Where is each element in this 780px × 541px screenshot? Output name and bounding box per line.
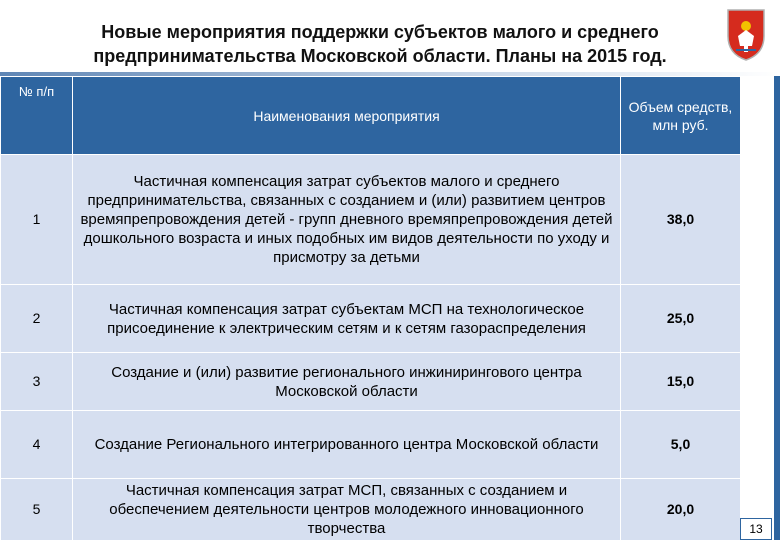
table-row <box>1 353 741 411</box>
table-header-row <box>1 77 741 155</box>
slide-title: Новые мероприятия поддержки субъектов малого и среднего предпринимательства Московской области. Планы на 2015 год. <box>93 22 667 66</box>
row-num: 5 <box>1 479 73 541</box>
row-num: 4 <box>1 411 73 479</box>
header-amount: Объем средств, млн руб. <box>621 77 741 155</box>
header-num: № п/п <box>1 77 73 155</box>
moscow-oblast-coat-of-arms-icon <box>724 6 768 62</box>
table-row <box>1 411 741 479</box>
row-name: Создание Регионального интегрированного центра Московской области <box>73 411 621 479</box>
row-name: Частичная компенсация затрат МСП, связанных с созданием и обеспечением деятельности центров молодежного инновационного творчества <box>73 479 621 541</box>
row-num: 3 <box>1 353 73 411</box>
page-number: 13 <box>740 518 772 540</box>
row-num: 2 <box>1 285 73 353</box>
row-amount: 25,0 <box>621 285 741 353</box>
header-name: Наименования мероприятия <box>73 77 621 155</box>
row-name: Создание и (или) развитие регионального инжинирингового центра Московской области <box>73 353 621 411</box>
table-row <box>1 479 741 541</box>
right-edge-bar <box>774 76 780 540</box>
row-num: 1 <box>1 155 73 285</box>
row-amount: 38,0 <box>621 155 741 285</box>
row-name: Частичная компенсация затрат субъектам МСП на технологическое присоединение к электрическим сетям и к сетям газораспределения <box>73 285 621 353</box>
table-row <box>1 155 741 285</box>
row-amount: 20,0 <box>621 479 741 541</box>
row-amount: 5,0 <box>621 411 741 479</box>
events-table <box>0 76 741 541</box>
row-amount: 15,0 <box>621 353 741 411</box>
table-row <box>1 285 741 353</box>
row-name: Частичная компенсация затрат субъектов малого и среднего предпринимательства, связанных с созданием и (или) развитием центров времяпрепровождения детей - групп дневного времяпрепровождения детей дошкольного возраста и иных подобных им видов деятельности по уходу и присмотру за детьми <box>73 155 621 285</box>
